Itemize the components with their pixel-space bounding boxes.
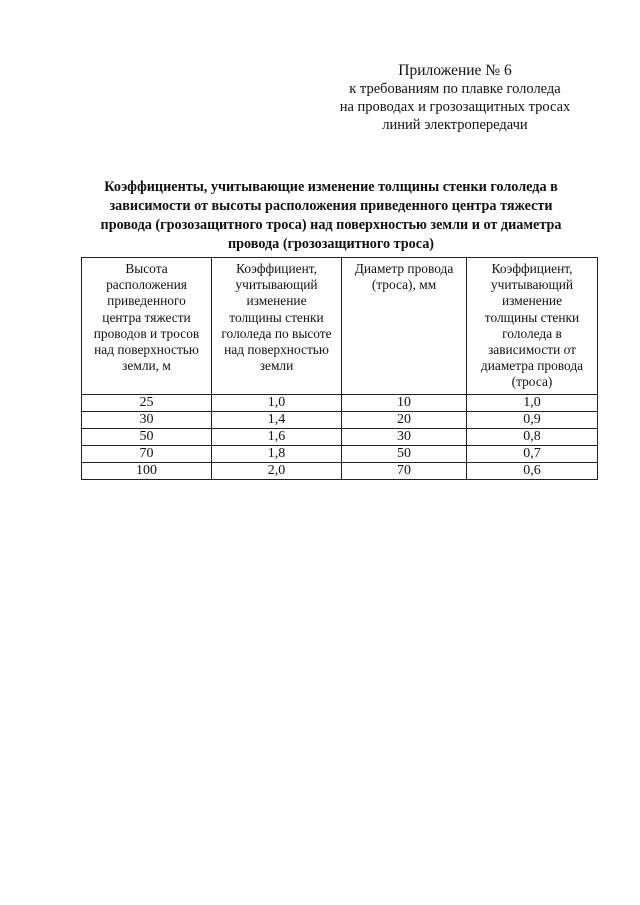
cell-height: 30 [82,411,212,428]
header-height [82,258,212,395]
cell-diameter-coefficient: 0,9 [467,411,598,428]
cell-height-coefficient: 1,8 [212,445,342,462]
document-heading [78,178,584,254]
header-line: зависимости от [487,342,576,358]
header-line: Коэффициент, [236,261,317,276]
cell-diameter-coefficient: 0,6 [467,462,598,479]
table-row [82,411,598,428]
heading-line: Коэффициенты, учитывающие изменение толщины стенки гололеда в [104,179,558,195]
header-line: толщины стенки [229,309,324,325]
cell-diameter: 70 [342,462,467,479]
cell-height: 100 [82,462,212,479]
header-line: изменение [501,293,563,309]
appendix-line: на проводах и грозозащитных тросах [339,99,571,115]
header-line: учитывающий [235,277,318,293]
header-line: приведенного [107,293,186,309]
appendix-title: Приложение № 6 [398,62,512,79]
cell-diameter-coefficient: 1,0 [467,394,598,411]
header-height-coefficient [212,258,342,395]
header-diameter-coefficient [467,258,598,395]
header-line: проводов и тросов [93,325,200,341]
header-line: (троса), мм [371,277,437,293]
cell-diameter: 20 [342,411,467,428]
header-line: Диаметр провода [354,261,454,276]
appendix-line: к требованиям по плавке гололеда [349,81,561,97]
cell-height-coefficient: 1,6 [212,428,342,445]
cell-height: 25 [82,394,212,411]
header-diameter [342,258,467,395]
coefficients-table [81,257,598,480]
header-line: земли, м [122,358,171,374]
header-line: Высота [125,261,168,276]
header-line: расположения [106,277,187,293]
table-row [82,428,598,445]
header-line: гололеда в [502,325,562,341]
table-header-row [82,258,598,395]
cell-height: 70 [82,445,212,462]
heading-line: провода (грозозащитного троса) [227,236,435,252]
cell-diameter-coefficient: 0,8 [467,428,598,445]
cell-height-coefficient: 2,0 [212,462,342,479]
header-line: земли [259,358,294,374]
cell-height-coefficient: 1,4 [212,411,342,428]
header-line: толщины стенки [484,309,580,325]
header-line: над поверхностью [224,342,329,358]
header-line: (троса) [511,374,553,390]
header-line: над поверхностью [94,342,199,358]
cell-height-coefficient: 1,0 [212,394,342,411]
appendix-line: линий электропередачи [382,117,528,133]
cell-diameter: 10 [342,394,467,411]
header-line: Коэффициент, [491,261,573,276]
header-line: диаметра провода [480,358,584,374]
table-row [82,394,598,411]
appendix-block [300,62,610,134]
cell-diameter: 50 [342,445,467,462]
cell-height: 50 [82,428,212,445]
header-line: гололеда по высоте [221,325,332,341]
header-line: центра тяжести [102,309,191,325]
cell-diameter-coefficient: 0,7 [467,445,598,462]
header-line: изменение [246,293,307,309]
table-row [82,445,598,462]
heading-line: провода (грозозащитного троса) над поверхностью земли и от диаметра [100,217,562,233]
table-row [82,462,598,479]
header-line: учитывающий [490,277,574,293]
cell-diameter: 30 [342,428,467,445]
heading-line: зависимости от высоты расположения приведенного центра тяжести [109,198,553,214]
